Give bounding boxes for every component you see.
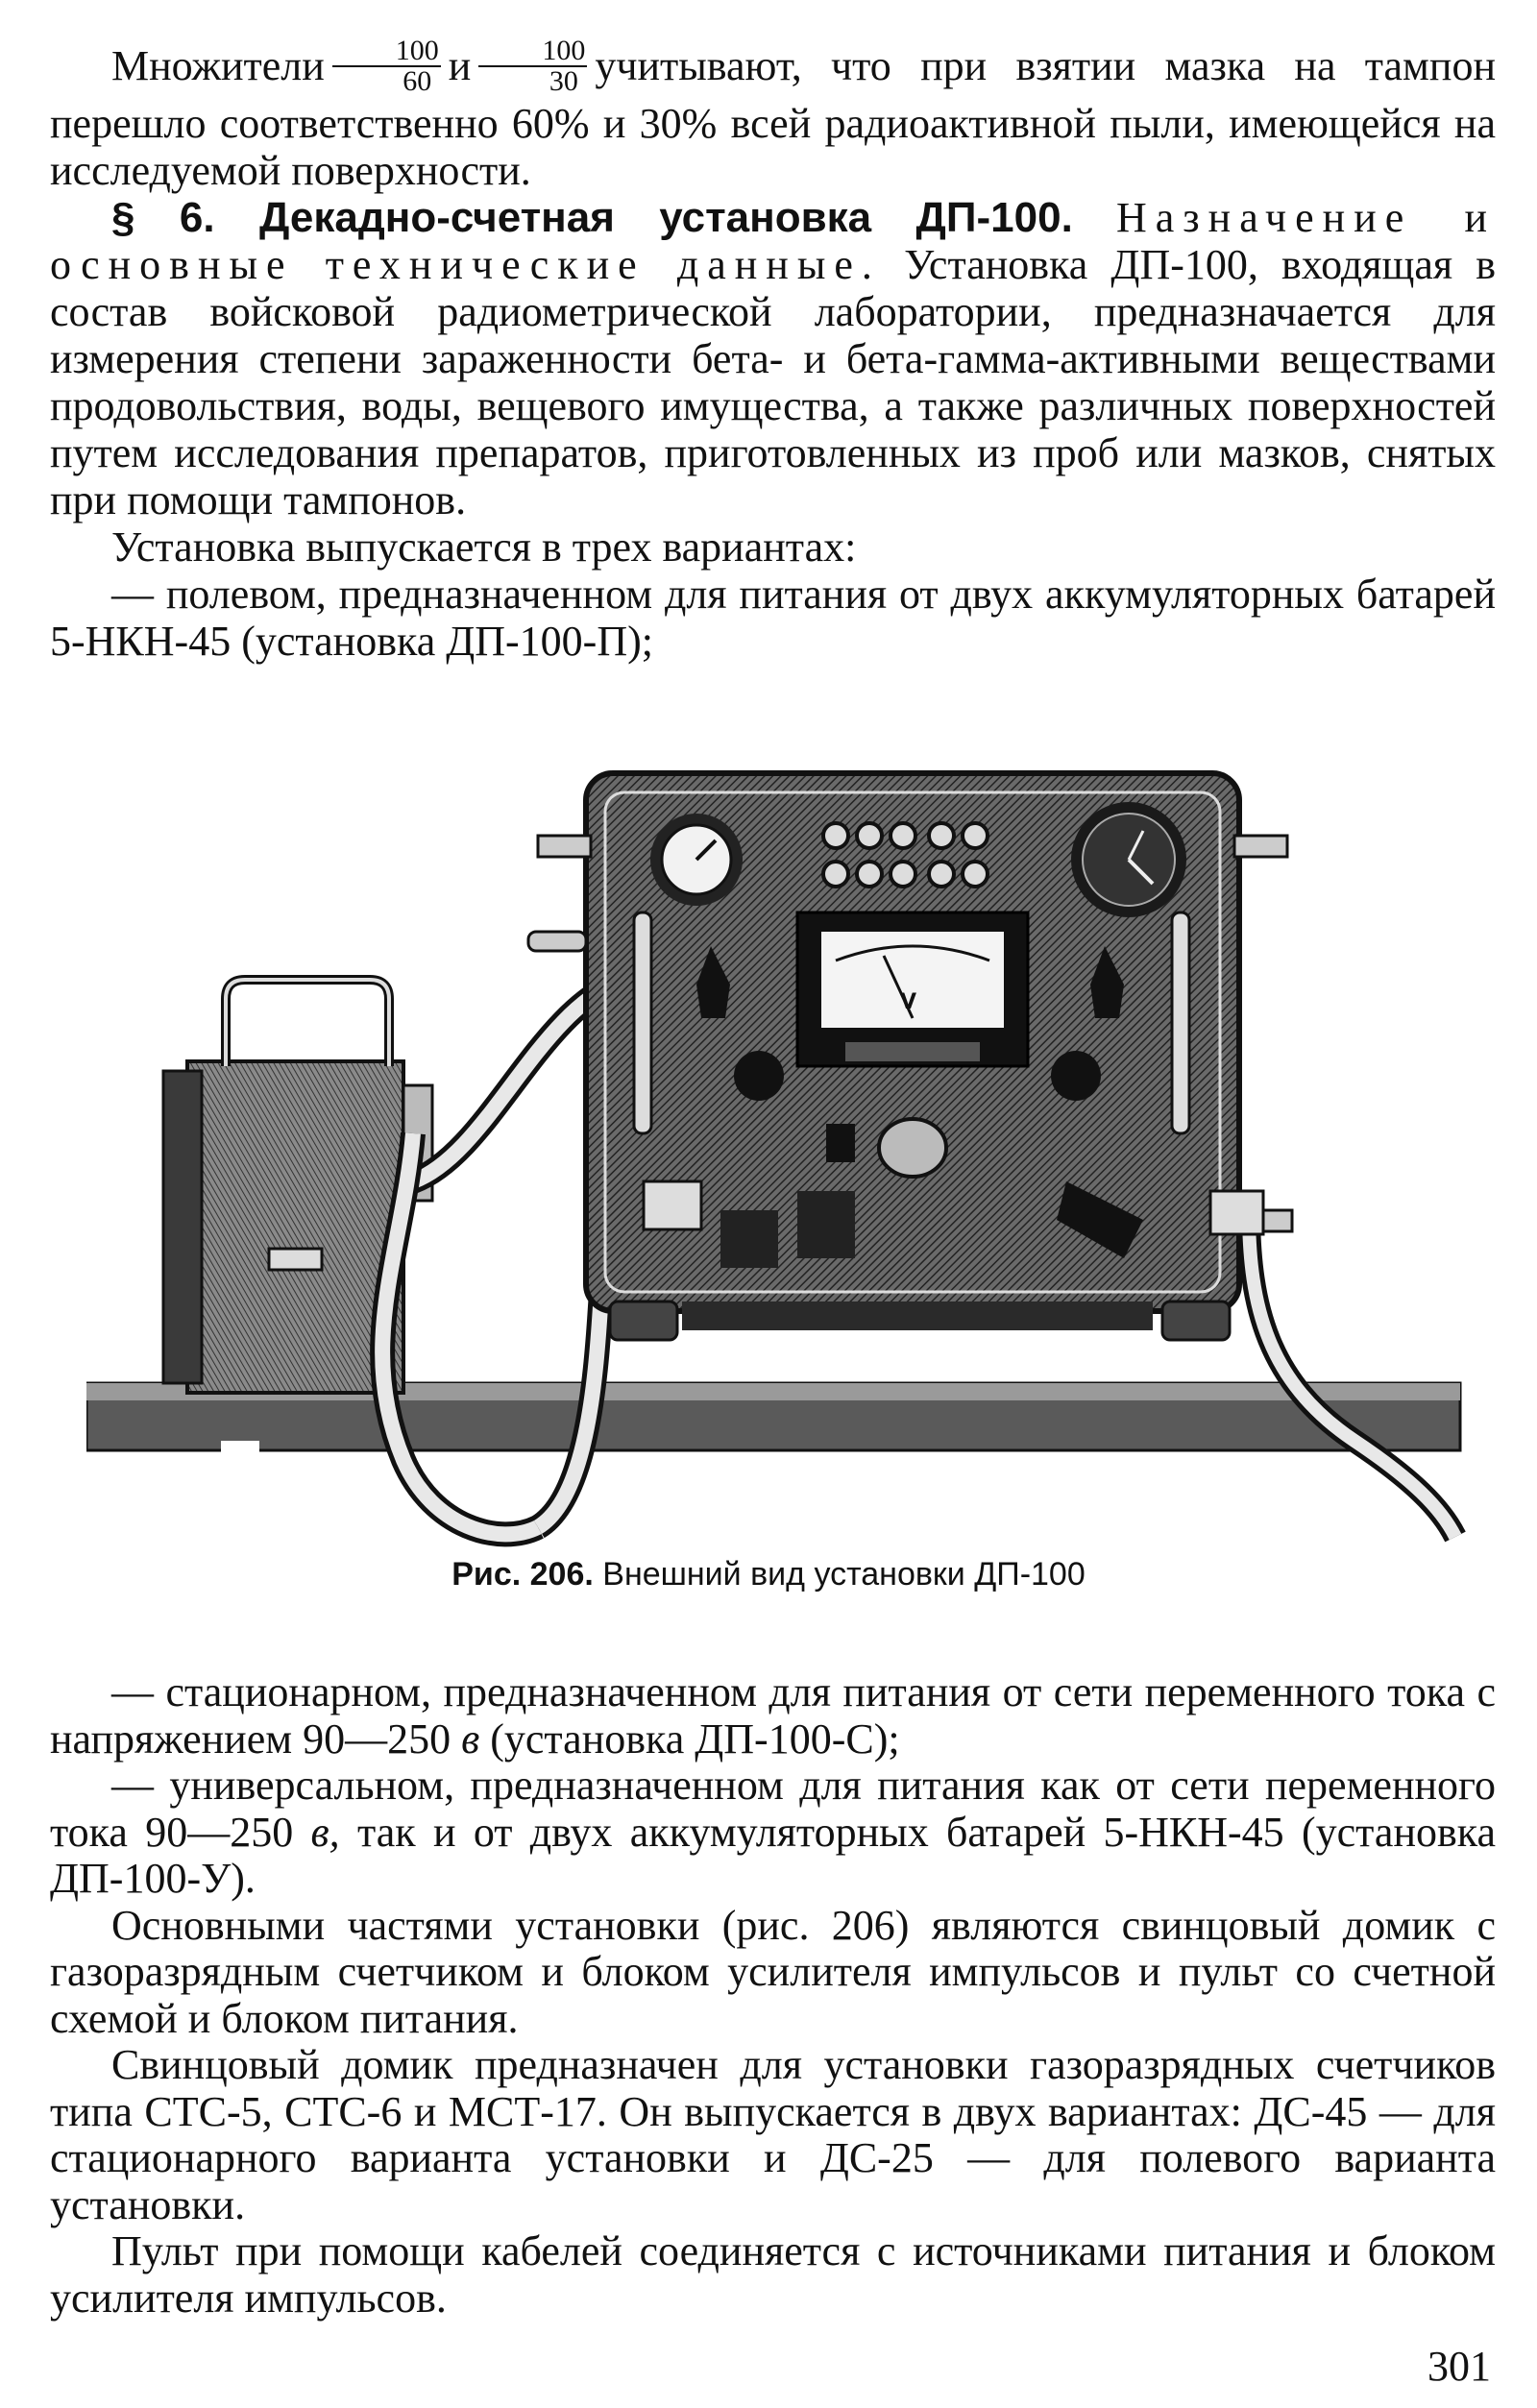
stationary-text: — стационарном, предназначенном для питания от сети переменного тока с напряжением 90—250	[50, 1668, 1496, 1763]
voltmeter	[797, 912, 1028, 1066]
fraction-denominator: 60	[403, 65, 432, 97]
fraction-denominator: 30	[549, 65, 578, 97]
control-panel	[528, 773, 1292, 1340]
paragraph-variant-stationary	[50, 1669, 1496, 1763]
fraction-numerator: 100	[332, 36, 441, 67]
multipliers-word: Множители	[111, 42, 325, 90]
top-text-block	[50, 35, 1497, 665]
universal-text: — универсальном, предназначенном для питания как от сети переменного тока 90—250	[50, 1762, 1496, 1856]
conjunction: и	[448, 42, 472, 90]
paragraph-lead-house: Свинцовый домик предназначен для установки газоразрядных счетчиков типа СТС-5, СТС-6 и МСТ-17. Он выпускается в двух вариантах: ДС-45 — для стационарного варианта установки и ДС-25 — для полевого варианта установки.	[50, 2041, 1496, 2228]
stationary-model: (установка ДП-100-С);	[490, 1715, 900, 1763]
base-board	[86, 1383, 1460, 1479]
paragraph-main-parts: Основными частями установки (рис. 206) являются свинцовый домик с газоразрядным счетчиком и блоком усилителя импульсов и пульт со счетной схемой и блоком питания.	[50, 1901, 1496, 2042]
paragraph-section-6	[50, 194, 1496, 523]
voltmeter-letter: V	[900, 990, 917, 1014]
figure-206	[86, 768, 1470, 1556]
section-body: Установка ДП-100, входящая в состав войсковой радиометрической лаборатории, предназначается для измерения степени зараженности бета- и бета-гамма-активными веществами продовольствия, воды, вещевого имущества, а также различных поверхностей путем исследования препаратов, приготовленных из проб или мазков, снятых при помощи тампонов.	[50, 241, 1496, 523]
paragraph-variant-field: — полевом, предназначенном для питания от двух аккумуляторных батарей 5-НКН-45 (установка ДП-100-П);	[50, 571, 1496, 665]
universal-model: так и от двух аккумуляторных батарей 5-НКН-45 (установка ДП-100-У).	[50, 1808, 1497, 1902]
fraction-100-30	[478, 36, 587, 96]
bottom-text-block	[50, 1669, 1496, 2322]
device-illustration	[86, 768, 1470, 1556]
unit-volt: в,	[310, 1808, 340, 1856]
fraction-numerator: 100	[478, 36, 587, 67]
section-heading: § 6. Декадно-счетная установка ДП-100.	[111, 194, 1073, 241]
multipliers-explanation: учитывают, что при взятии мазка на тампон перешло соответственно 60% и 30% всей радиоактивной пыли, имеющейся на исследуемой поверхности.	[50, 42, 1496, 194]
caption-label: Рис. 206.	[451, 1556, 594, 1593]
paragraph-variant-universal	[50, 1763, 1496, 1903]
paragraph-console: Пульт при помощи кабелей соединяется с источниками питания и блоком усилителя импульсов.	[50, 2227, 1496, 2322]
paragraph-variants-intro: Установка выпускается в трех вариантах:	[111, 523, 857, 571]
unit-volt: в	[461, 1715, 480, 1763]
page-number: 301	[1427, 2343, 1491, 2390]
caption-text: Внешний вид установки ДП-100	[602, 1556, 1086, 1593]
section-subheading: Назначение и основные технические данные.	[50, 194, 1497, 288]
paragraph-multipliers	[50, 35, 1496, 194]
fraction-100-60	[332, 36, 441, 96]
figure-caption	[0, 1556, 1537, 1593]
